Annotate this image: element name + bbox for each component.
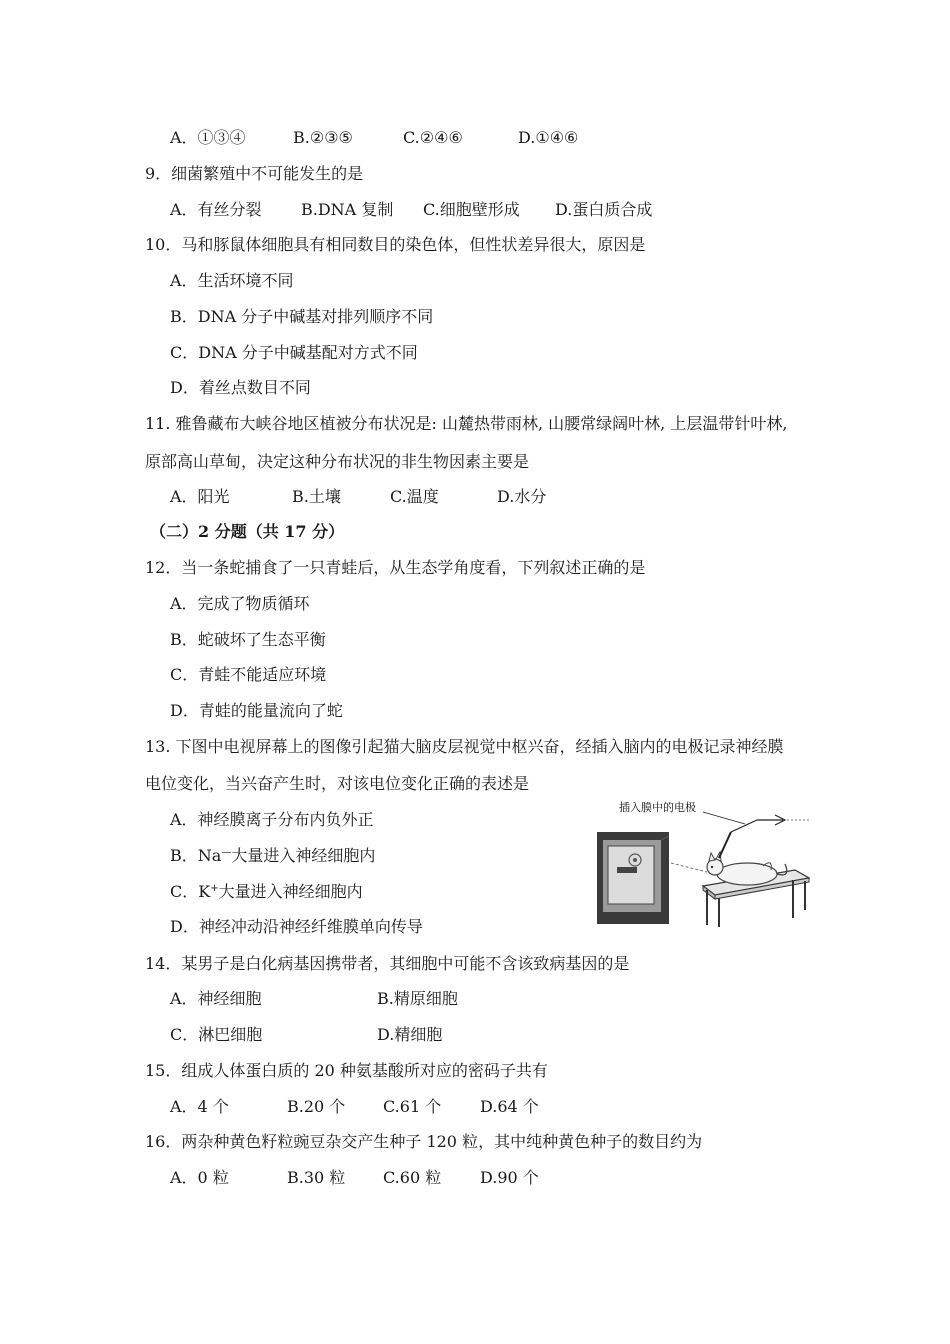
- q13-stem-line2: 电位变化，当兴奋产生时，对该电位变化正确的表述是: [145, 774, 530, 793]
- q11-option-a: A．阳光: [170, 487, 230, 506]
- q15-stem: 15．组成人体蛋白质的 20 种氨基酸所对应的密码子共有: [145, 1061, 548, 1080]
- q12-option-d: D．青蛙的能量流向了蛇: [170, 701, 343, 720]
- q14-options-row2: [170, 1025, 442, 1045]
- q9-option-a: A．有丝分裂: [170, 200, 262, 219]
- q9-option-b: B.DNA 复制: [301, 200, 394, 219]
- section-2-title: （二）2 分题（共 17 分）: [150, 522, 345, 541]
- sight-line: [671, 863, 707, 872]
- q13-option-c-text: 大量进入神经细胞内: [218, 882, 363, 901]
- q12-stem: 12．当一条蛇捕食了一只青蛙后，从生态学角度看，下列叙述正确的是: [145, 558, 646, 577]
- figure-label: 插入膜中的电极: [619, 801, 696, 814]
- q9-options: [170, 200, 652, 220]
- q10-option-b: B．DNA 分子中碱基对排列顺序不同: [170, 307, 434, 326]
- q10-option-d: D．着丝点数目不同: [170, 378, 311, 397]
- q12-option-c: C．青蛙不能适应环境: [170, 665, 327, 684]
- q16-option-c: C.60 粒: [383, 1168, 442, 1187]
- q10-option-a: A．生活环境不同: [170, 271, 294, 290]
- q8-option-a: A．①③④: [170, 128, 246, 147]
- q9-option-c: C.细胞壁形成: [423, 200, 520, 219]
- q11-stem-line2: 原部高山草甸，决定这种分布状况的非生物因素主要是: [145, 452, 530, 471]
- q15-option-d: D.64 个: [480, 1097, 539, 1116]
- q16-option-d: D.90 个: [480, 1168, 539, 1187]
- q16-options: [170, 1168, 539, 1188]
- q11-options: [170, 487, 546, 507]
- q11-stem-line1: 11. 雅鲁藏布大峡谷地区植被分布状况是: 山麓热带雨林, 山腰常绿阔叶林, 上层温带针叶林,: [145, 414, 788, 433]
- q8-options: [170, 128, 578, 148]
- q11-option-d: D.水分: [497, 487, 547, 506]
- q13-option-b-prefix: B．Na: [170, 846, 222, 865]
- q15-option-c: C.61 个: [383, 1097, 442, 1116]
- q16-option-a: A．0 粒: [170, 1168, 229, 1187]
- figure-label-pointer: [703, 812, 745, 824]
- q15-option-a: A．4 个: [170, 1097, 229, 1116]
- q12-option-a: A．完成了物质循环: [170, 594, 310, 613]
- q10-stem: 10．马和豚鼠体细胞具有相同数目的染色体，但性状差异很大，原因是: [145, 235, 646, 254]
- q13-option-b: [170, 846, 375, 866]
- q14-option-c: C．淋巴细胞: [170, 1025, 263, 1044]
- q9-stem: 9．细菌繁殖中不可能发生的是: [145, 164, 364, 183]
- q11-option-b: B.土壤: [292, 487, 341, 506]
- q14-stem: 14．某男子是白化病基因携带者，其细胞中可能不含该致病基因的是: [145, 954, 630, 973]
- q8-option-c: C.②④⑥: [403, 128, 463, 147]
- q14-option-a: A．神经细胞: [170, 989, 262, 1008]
- q14-option-d: D.精细胞: [377, 1025, 443, 1044]
- q8-option-d: D.①④⑥: [518, 128, 579, 147]
- q8-option-b: B.②③⑤: [293, 128, 353, 147]
- tv-icon: [597, 832, 669, 924]
- q14-option-b: B.精原细胞: [377, 989, 458, 1008]
- q13-option-b-charge: —: [221, 847, 232, 858]
- q13-option-c: [170, 882, 363, 902]
- q14-options-row1: [170, 989, 458, 1009]
- electrode-icon: [719, 815, 811, 858]
- q13-option-b-text: 大量进入神经细胞内: [231, 846, 376, 865]
- q16-stem: 16．两杂种黄色籽粒豌豆杂交产生种子 120 粒，其中纯种黄色种子的数目约为: [145, 1132, 703, 1151]
- q13-option-d: D．神经冲动沿神经纤维膜单向传导: [170, 917, 423, 936]
- q11-option-c: C.温度: [390, 487, 439, 506]
- q10-option-c: C．DNA 分子中碱基配对方式不同: [170, 343, 418, 362]
- q13-option-a: A．神经膜离子分布内负外正: [170, 810, 374, 829]
- q13-option-c-prefix: C．K: [170, 882, 211, 901]
- q13-cat-tv-figure: [595, 800, 813, 928]
- q9-option-d: D.蛋白质合成: [555, 200, 653, 219]
- q16-option-b: B.30 粒: [287, 1168, 346, 1187]
- q15-options: [170, 1097, 539, 1117]
- q12-option-b: B．蛇破坏了生态平衡: [170, 630, 326, 649]
- q13-stem-line1: 13. 下图中电视屏幕上的图像引起猫大脑皮层视觉中枢兴奋，经插入脑内的电极记录神经膜: [145, 737, 784, 756]
- q13-option-c-charge: +: [210, 883, 219, 894]
- q15-option-b: B.20 个: [287, 1097, 346, 1116]
